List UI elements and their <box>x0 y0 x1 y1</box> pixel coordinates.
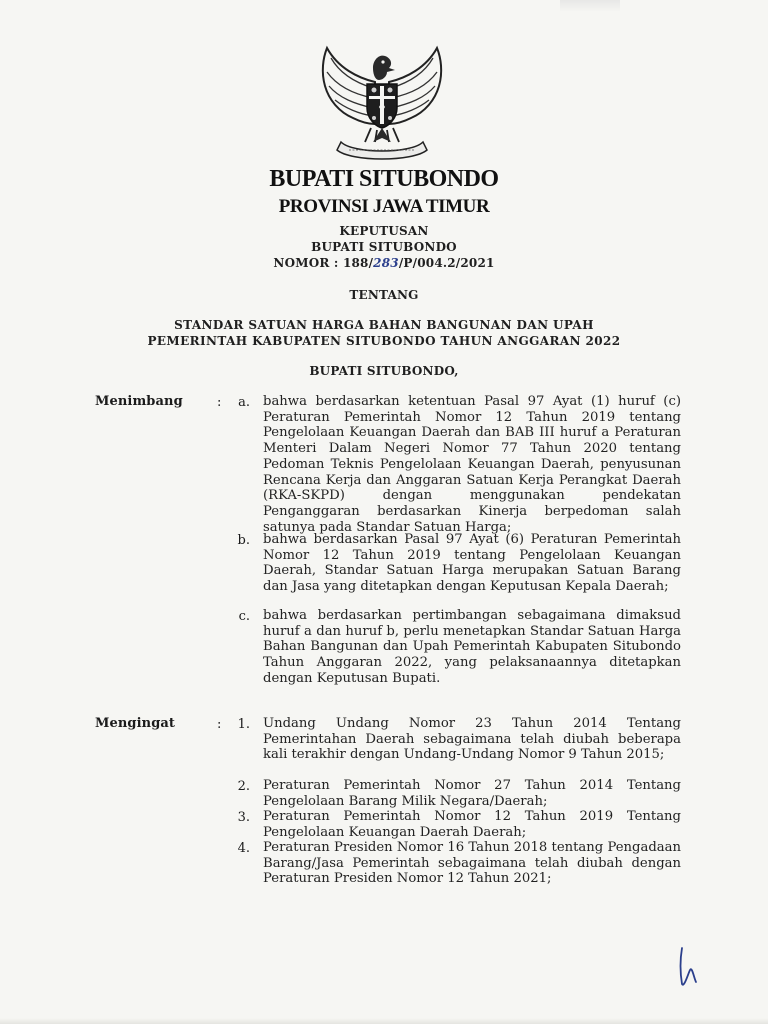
mengingat-item-text: Peraturan Pemerintah Nomor 27 Tahun 2014 Tentang Pengelolaan Barang Milik Negara/Daerah; <box>263 778 681 809</box>
decree-subject-line2: PEMERINTAH KABUPATEN SITUBONDO TAHUN ANGGARAN 2022 <box>147 334 621 348</box>
decree-subject-line1: STANDAR SATUAN HARGA BAHAN BANGUNAN DAN UPAH <box>174 318 594 332</box>
mengingat-item-text: Peraturan Presiden Nomor 16 Tahun 2018 tentang Pengadaan Barang/Jasa Pemerintah sebagaimana telah diubah dengan Peraturan Presiden Nomor 12 Tahun 2021; <box>263 840 681 887</box>
menimbang-item-marker: c. <box>238 609 250 624</box>
paraf-signature-icon <box>676 944 700 990</box>
scan-shadow-bottom <box>0 1018 768 1024</box>
letterhead-subtitle: PROVINSI JAWA TIMUR <box>278 196 490 217</box>
menimbang-item-text: bahwa berdasarkan ketentuan Pasal 97 Ayat (1) huruf (c) Peraturan Pemerintah Nomor 12 Tahun 2019 tentang Pengelolaan Keuangan Daerah dan BAB III huruf a Peraturan Menteri Dalam Negeri Nomor 77 Tahun 2020 tentang Pedoman Teknis Pengelolaan Keuangan Daerah, penyusunan Rencana Kerja dan Anggaran Satuan Kerja Perangkat Daerah (RKA-SKPD) dengan menggunakan pendekatan Penganggaran berdasarkan Kinerja berpedoman salah satunya pada Standar Satuan Harga; <box>263 394 681 535</box>
letterhead-title: BUPATI SITUBONDO <box>269 166 499 192</box>
mengingat-item-marker: 1. <box>237 717 250 732</box>
mengingat-item-marker: 3. <box>237 810 250 825</box>
mengingat-item-marker: 2. <box>237 779 250 794</box>
mengingat-item-text: Peraturan Pemerintah Nomor 12 Tahun 2019 Tentang Pengelolaan Keuangan Daerah Daerah; <box>263 809 681 840</box>
mengingat-item-text: Undang Undang Nomor 23 Tahun 2014 Tentang Pemerintahan Daerah sebagaimana telah diubah beberapa kali terakhir dengan Undang-Undang Nomor 9 Tahun 2015; <box>263 716 681 763</box>
menimbang-colon: : <box>217 395 222 410</box>
menimbang-item-marker: b. <box>237 533 250 548</box>
mengingat-label: Mengingat <box>95 716 176 731</box>
menimbang-item-marker: a. <box>238 395 250 410</box>
decree-number <box>0 256 768 270</box>
menimbang-item-text: bahwa berdasarkan pertimbangan sebagaimana dimaksud huruf a dan huruf b, perlu menetapkan Standar Satuan Harga Bahan Bangunan dan Upah Pemerintah Kabupaten Situbondo Tahun Anggaran 2022, yang pelaksanaannya ditetapkan dengan Keputusan Bupati. <box>263 608 681 686</box>
decree-tentang: TENTANG <box>349 288 419 302</box>
scan-shadow <box>560 0 620 12</box>
garuda-pancasila-emblem-icon <box>313 38 451 166</box>
decree-type: KEPUTUSAN <box>339 224 429 238</box>
decree-issuer: BUPATI SITUBONDO <box>311 240 457 254</box>
mengingat-colon: : <box>217 717 222 732</box>
menimbang-item-text: bahwa berdasarkan Pasal 97 Ayat (6) Peraturan Pemerintah Nomor 12 Tahun 2019 tentang Pengelolaan Keuangan Daerah, Standar Satuan Harga merupakan Satuan Barang dan Jasa yang ditetapkan dengan Keputusan Kepala Daerah; <box>263 532 681 595</box>
decree-number-suffix: /P/004.2/2021 <box>398 256 495 270</box>
decree-number-handwritten: 283 <box>373 256 399 270</box>
decree-number-prefix: NOMOR : 188/ <box>273 256 374 270</box>
mengingat-item-marker: 4. <box>237 841 250 856</box>
decree-preamble: BUPATI SITUBONDO, <box>309 364 459 378</box>
menimbang-label: Menimbang <box>95 394 183 409</box>
